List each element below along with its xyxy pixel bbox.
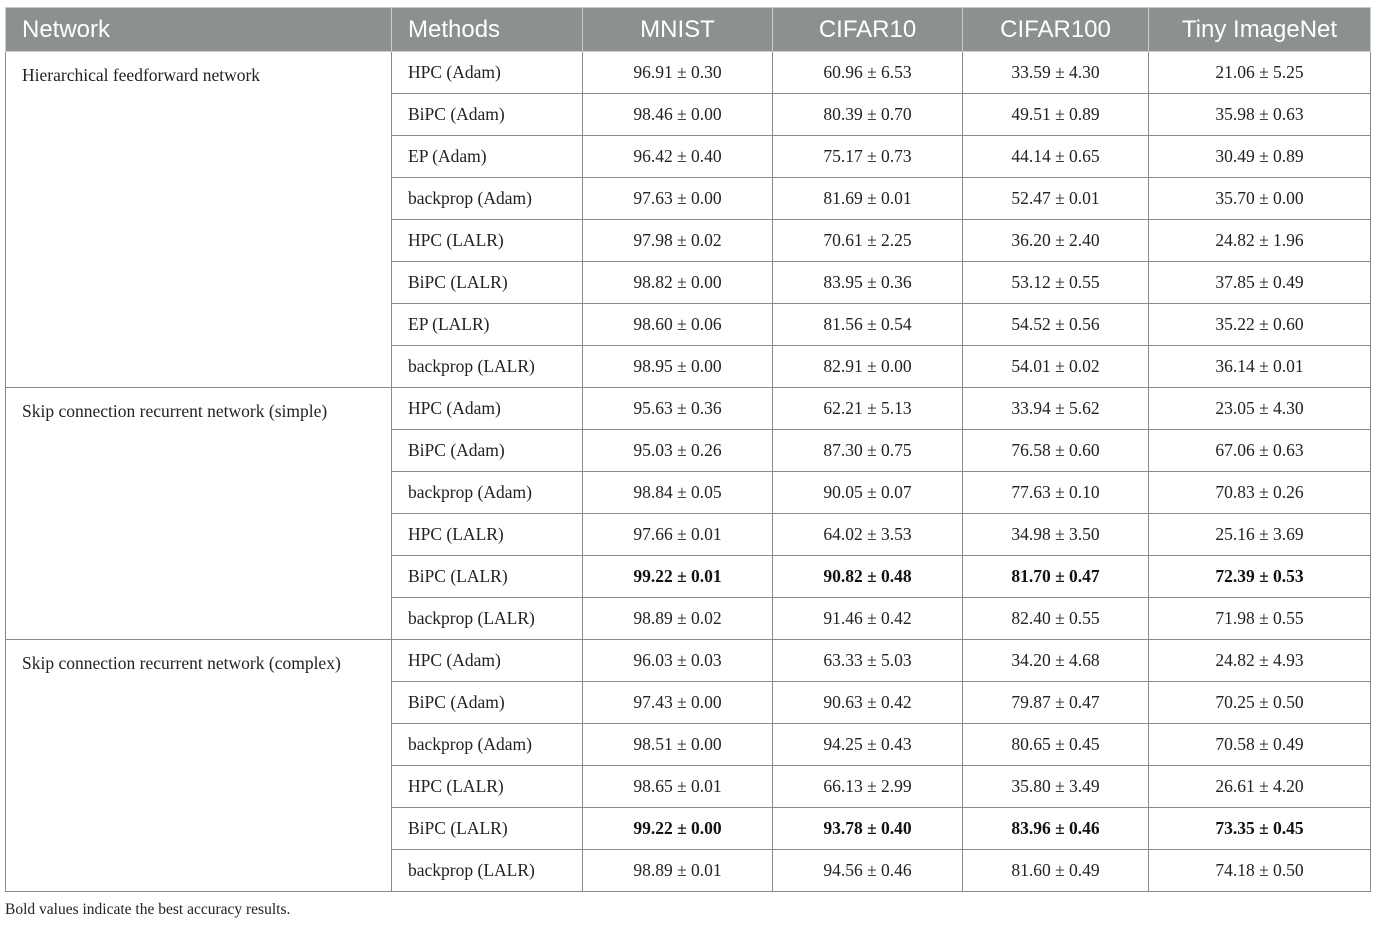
- value-cell-tiny-imagenet: 30.49 ± 0.89: [1149, 136, 1371, 178]
- method-cell: HPC (LALR): [392, 514, 583, 556]
- value-cell-tiny-imagenet: 72.39 ± 0.53: [1149, 556, 1371, 598]
- value-cell-cifar100: 82.40 ± 0.55: [963, 598, 1149, 640]
- method-cell: BiPC (LALR): [392, 262, 583, 304]
- value-cell-cifar100: 36.20 ± 2.40: [963, 220, 1149, 262]
- value-cell-cifar100: 33.59 ± 4.30: [963, 52, 1149, 94]
- network-cell: Hierarchical feedforward network: [6, 52, 392, 388]
- results-table-container: [5, 7, 1370, 892]
- value-cell-cifar10: 70.61 ± 2.25: [773, 220, 963, 262]
- value-cell-cifar10: 81.56 ± 0.54: [773, 304, 963, 346]
- value-cell-tiny-imagenet: 70.25 ± 0.50: [1149, 682, 1371, 724]
- value-cell-cifar10: 66.13 ± 2.99: [773, 766, 963, 808]
- value-cell-tiny-imagenet: 70.58 ± 0.49: [1149, 724, 1371, 766]
- value-cell-mnist: 96.91 ± 0.30: [583, 52, 773, 94]
- header-cifar10: CIFAR10: [773, 8, 963, 52]
- method-cell: BiPC (Adam): [392, 430, 583, 472]
- value-cell-cifar10: 94.56 ± 0.46: [773, 850, 963, 892]
- method-cell: backprop (LALR): [392, 346, 583, 388]
- table-footnote: Bold values indicate the best accuracy results.: [5, 901, 291, 918]
- value-cell-cifar100: 34.20 ± 4.68: [963, 640, 1149, 682]
- value-cell-cifar100: 54.01 ± 0.02: [963, 346, 1149, 388]
- value-cell-tiny-imagenet: 35.98 ± 0.63: [1149, 94, 1371, 136]
- value-cell-cifar100: 53.12 ± 0.55: [963, 262, 1149, 304]
- method-cell: EP (LALR): [392, 304, 583, 346]
- value-cell-mnist: 97.98 ± 0.02: [583, 220, 773, 262]
- value-cell-mnist: 95.63 ± 0.36: [583, 388, 773, 430]
- method-cell: BiPC (LALR): [392, 556, 583, 598]
- value-cell-cifar10: 63.33 ± 5.03: [773, 640, 963, 682]
- value-cell-cifar10: 90.63 ± 0.42: [773, 682, 963, 724]
- value-cell-cifar10: 91.46 ± 0.42: [773, 598, 963, 640]
- method-cell: HPC (Adam): [392, 640, 583, 682]
- method-cell: BiPC (LALR): [392, 808, 583, 850]
- value-cell-mnist: 98.95 ± 0.00: [583, 346, 773, 388]
- value-cell-cifar100: 49.51 ± 0.89: [963, 94, 1149, 136]
- value-cell-cifar10: 90.05 ± 0.07: [773, 472, 963, 514]
- value-cell-mnist: 98.51 ± 0.00: [583, 724, 773, 766]
- value-cell-tiny-imagenet: 21.06 ± 5.25: [1149, 52, 1371, 94]
- value-cell-mnist: 98.82 ± 0.00: [583, 262, 773, 304]
- value-cell-cifar100: 81.60 ± 0.49: [963, 850, 1149, 892]
- value-cell-mnist: 96.03 ± 0.03: [583, 640, 773, 682]
- value-cell-mnist: 96.42 ± 0.40: [583, 136, 773, 178]
- value-cell-cifar100: 54.52 ± 0.56: [963, 304, 1149, 346]
- value-cell-cifar100: 34.98 ± 3.50: [963, 514, 1149, 556]
- value-cell-mnist: 98.89 ± 0.02: [583, 598, 773, 640]
- value-cell-cifar10: 87.30 ± 0.75: [773, 430, 963, 472]
- value-cell-cifar10: 80.39 ± 0.70: [773, 94, 963, 136]
- value-cell-tiny-imagenet: 26.61 ± 4.20: [1149, 766, 1371, 808]
- method-cell: BiPC (Adam): [392, 682, 583, 724]
- network-cell: Skip connection recurrent network (simple): [6, 388, 392, 640]
- value-cell-cifar100: 35.80 ± 3.49: [963, 766, 1149, 808]
- header-row: [6, 8, 1371, 52]
- value-cell-cifar100: 33.94 ± 5.62: [963, 388, 1149, 430]
- value-cell-tiny-imagenet: 35.22 ± 0.60: [1149, 304, 1371, 346]
- value-cell-cifar100: 76.58 ± 0.60: [963, 430, 1149, 472]
- value-cell-tiny-imagenet: 24.82 ± 4.93: [1149, 640, 1371, 682]
- network-cell: Skip connection recurrent network (complex): [6, 640, 392, 892]
- value-cell-mnist: 98.60 ± 0.06: [583, 304, 773, 346]
- value-cell-cifar100: 79.87 ± 0.47: [963, 682, 1149, 724]
- value-cell-cifar10: 64.02 ± 3.53: [773, 514, 963, 556]
- value-cell-tiny-imagenet: 37.85 ± 0.49: [1149, 262, 1371, 304]
- value-cell-tiny-imagenet: 25.16 ± 3.69: [1149, 514, 1371, 556]
- value-cell-mnist: 99.22 ± 0.01: [583, 556, 773, 598]
- table-row: [6, 640, 1371, 682]
- value-cell-cifar10: 62.21 ± 5.13: [773, 388, 963, 430]
- method-cell: HPC (LALR): [392, 220, 583, 262]
- value-cell-cifar10: 75.17 ± 0.73: [773, 136, 963, 178]
- value-cell-mnist: 98.65 ± 0.01: [583, 766, 773, 808]
- header-network: Network: [6, 8, 392, 52]
- value-cell-cifar10: 90.82 ± 0.48: [773, 556, 963, 598]
- value-cell-mnist: 98.46 ± 0.00: [583, 94, 773, 136]
- value-cell-mnist: 95.03 ± 0.26: [583, 430, 773, 472]
- method-cell: backprop (Adam): [392, 178, 583, 220]
- value-cell-cifar10: 94.25 ± 0.43: [773, 724, 963, 766]
- value-cell-tiny-imagenet: 23.05 ± 4.30: [1149, 388, 1371, 430]
- method-cell: HPC (Adam): [392, 388, 583, 430]
- value-cell-cifar100: 83.96 ± 0.46: [963, 808, 1149, 850]
- value-cell-tiny-imagenet: 74.18 ± 0.50: [1149, 850, 1371, 892]
- value-cell-tiny-imagenet: 36.14 ± 0.01: [1149, 346, 1371, 388]
- value-cell-cifar10: 60.96 ± 6.53: [773, 52, 963, 94]
- table-body: [6, 52, 1371, 892]
- table-row: [6, 388, 1371, 430]
- value-cell-mnist: 97.66 ± 0.01: [583, 514, 773, 556]
- method-cell: backprop (LALR): [392, 850, 583, 892]
- value-cell-mnist: 98.89 ± 0.01: [583, 850, 773, 892]
- table-row: [6, 52, 1371, 94]
- value-cell-tiny-imagenet: 70.83 ± 0.26: [1149, 472, 1371, 514]
- value-cell-cifar10: 82.91 ± 0.00: [773, 346, 963, 388]
- results-table: [5, 7, 1371, 892]
- method-cell: BiPC (Adam): [392, 94, 583, 136]
- method-cell: HPC (Adam): [392, 52, 583, 94]
- method-cell: backprop (Adam): [392, 724, 583, 766]
- header-cifar100: CIFAR100: [963, 8, 1149, 52]
- method-cell: HPC (LALR): [392, 766, 583, 808]
- value-cell-tiny-imagenet: 71.98 ± 0.55: [1149, 598, 1371, 640]
- value-cell-mnist: 98.84 ± 0.05: [583, 472, 773, 514]
- value-cell-tiny-imagenet: 67.06 ± 0.63: [1149, 430, 1371, 472]
- header-tiny-imagenet: Tiny ImageNet: [1149, 8, 1371, 52]
- value-cell-mnist: 99.22 ± 0.00: [583, 808, 773, 850]
- value-cell-cifar10: 93.78 ± 0.40: [773, 808, 963, 850]
- value-cell-tiny-imagenet: 24.82 ± 1.96: [1149, 220, 1371, 262]
- value-cell-mnist: 97.43 ± 0.00: [583, 682, 773, 724]
- header-methods: Methods: [392, 8, 583, 52]
- value-cell-cifar100: 44.14 ± 0.65: [963, 136, 1149, 178]
- method-cell: EP (Adam): [392, 136, 583, 178]
- value-cell-cifar10: 83.95 ± 0.36: [773, 262, 963, 304]
- value-cell-cifar100: 80.65 ± 0.45: [963, 724, 1149, 766]
- value-cell-tiny-imagenet: 73.35 ± 0.45: [1149, 808, 1371, 850]
- value-cell-cifar10: 81.69 ± 0.01: [773, 178, 963, 220]
- value-cell-mnist: 97.63 ± 0.00: [583, 178, 773, 220]
- header-mnist: MNIST: [583, 8, 773, 52]
- value-cell-cifar100: 52.47 ± 0.01: [963, 178, 1149, 220]
- method-cell: backprop (Adam): [392, 472, 583, 514]
- value-cell-tiny-imagenet: 35.70 ± 0.00: [1149, 178, 1371, 220]
- value-cell-cifar100: 77.63 ± 0.10: [963, 472, 1149, 514]
- method-cell: backprop (LALR): [392, 598, 583, 640]
- value-cell-cifar100: 81.70 ± 0.47: [963, 556, 1149, 598]
